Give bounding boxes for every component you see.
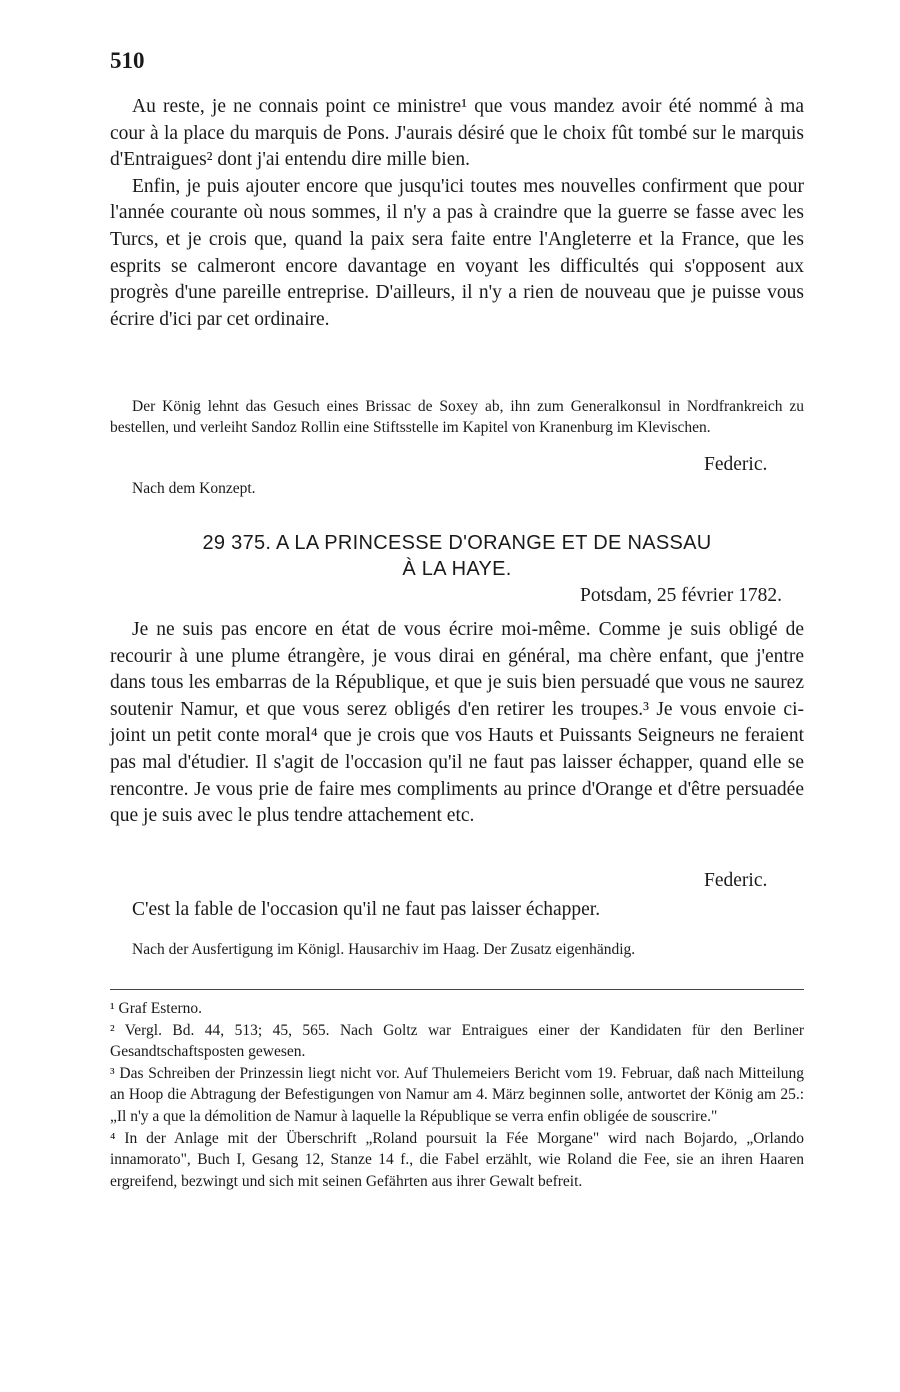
footnote-4: ⁴ In der Anlage mit der Überschrift „Roland poursuit la Fée Morgane" wird nach Bojardo, „Orlando innamorato", Buch I, Gesang 12, Stanze 14 f., die Fabel erzählt, wie Roland die Fee, sie an ihren Haaren ergreifend, bezwingt und sich mit seinen Gefährten aus ihrer Gewalt befreit. (110, 1129, 804, 1190)
footnotes (110, 998, 804, 1192)
letter-2-heading-line-2: À LA HAYE. (402, 558, 512, 580)
letter-1-body (110, 94, 804, 333)
footnote-2: ² Vergl. Bd. 44, 513; 45, 565. Nach Goltz war Entraigues einer der Kandidaten für den Berliner Gesandtschaftsposten gewesen. (110, 1021, 804, 1061)
letter-2-postscript (110, 897, 804, 924)
letter-2-source (110, 939, 804, 960)
letter-1-paragraph-2: Enfin, je puis ajouter encore que jusqu'ici toutes mes nouvelles confirment que pour l'année courante où nous sommes, il n'y a pas à craindre que la guerre se fasse avec les Turcs, et je crois que, quand la paix sera faite entre l'Angleterre et la France, que les esprits se calmeront encore davantage en voyant les difficultés qui s'opposent aux progrès d'une pareille entreprise. D'ailleurs, il n'y a rien de nouveau que je puisse vous écrire d'ici par cet ordinaire. (110, 175, 804, 330)
page-number: 510 (110, 48, 145, 73)
letter-1-note (110, 396, 804, 438)
footnote-divider (110, 989, 804, 990)
footnote-3: ³ Das Schreiben der Prinzessin liegt nicht vor. Auf Thulemeiers Bericht vom 19. Februar, daß nach Mitteilung an Hoop die Abtragung der Befestigungen von Namur am 4. März beginnen solle, antwortet der König am 25.: „Il n'y a que la démolition de Namur à laquelle la République se verra enfin obligée de souscrire." (110, 1064, 804, 1125)
letter-2-body (110, 617, 804, 830)
dateline: Potsdam, 25 février 1782. (579, 585, 782, 606)
regest-note: Der König lehnt das Gesuch eines Brissac de Soxey ab, ihn zum Generalkonsul in Nordfrankreich zu bestellen, und verleiht Sandoz Rollin eine Stiftsstelle im Kapitel von Kranenburg im Klevischen. (110, 398, 804, 436)
postscript: C'est la fable de l'occasion qu'il ne faut pas laisser échapper. (132, 899, 601, 920)
letter-1-paragraph-1: Au reste, je ne connais point ce ministre¹ que vous mandez avoir été nommé à ma cour à la place du marquis de Pons. J'aurais désiré que le choix fût tombé sur le marquis d'Entraigues² dont j'ai entendu dire mille bien. (110, 96, 804, 171)
footnote-1: ¹ Graf Esterno. (110, 1000, 203, 1017)
letter-2-signature: Federic. (704, 870, 768, 891)
letter-2-heading-line-1: 29 375. A LA PRINCESSE D'ORANGE ET DE NASSAU (202, 532, 712, 554)
source-note: Nach der Ausfertigung im Königl. Hausarchiv im Haag. Der Zusatz eigenhändig. (132, 941, 636, 958)
letter-2-paragraph: Je ne suis pas encore en état de vous écrire moi-même. Comme je suis obligé de recourir à une plume étrangère, je vous dirai en général, ma chère enfant, que j'entre dans tous les embarras de la République, et que je suis bien persuadé que vous ne saurez soutenir Namur, et que vous serez obligés d'en retirer les troupes.³ Je vous envoie ci-joint un petit conte moral⁴ que je crois que vos Hauts et Puissants Seigneurs ne feraient pas mal d'étudier. Il s'agit de l'occasion qu'il ne faut pas laisser échapper, quand elle se rencontre. Je vous prie de faire mes compliments au prince d'Orange et d'être persuadée que je suis avec le plus tendre attachement etc. (110, 619, 804, 827)
letter-1-signature: Federic. (704, 454, 768, 475)
source-note: Nach dem Konzept. (132, 480, 256, 497)
letter-1-source (110, 478, 804, 499)
